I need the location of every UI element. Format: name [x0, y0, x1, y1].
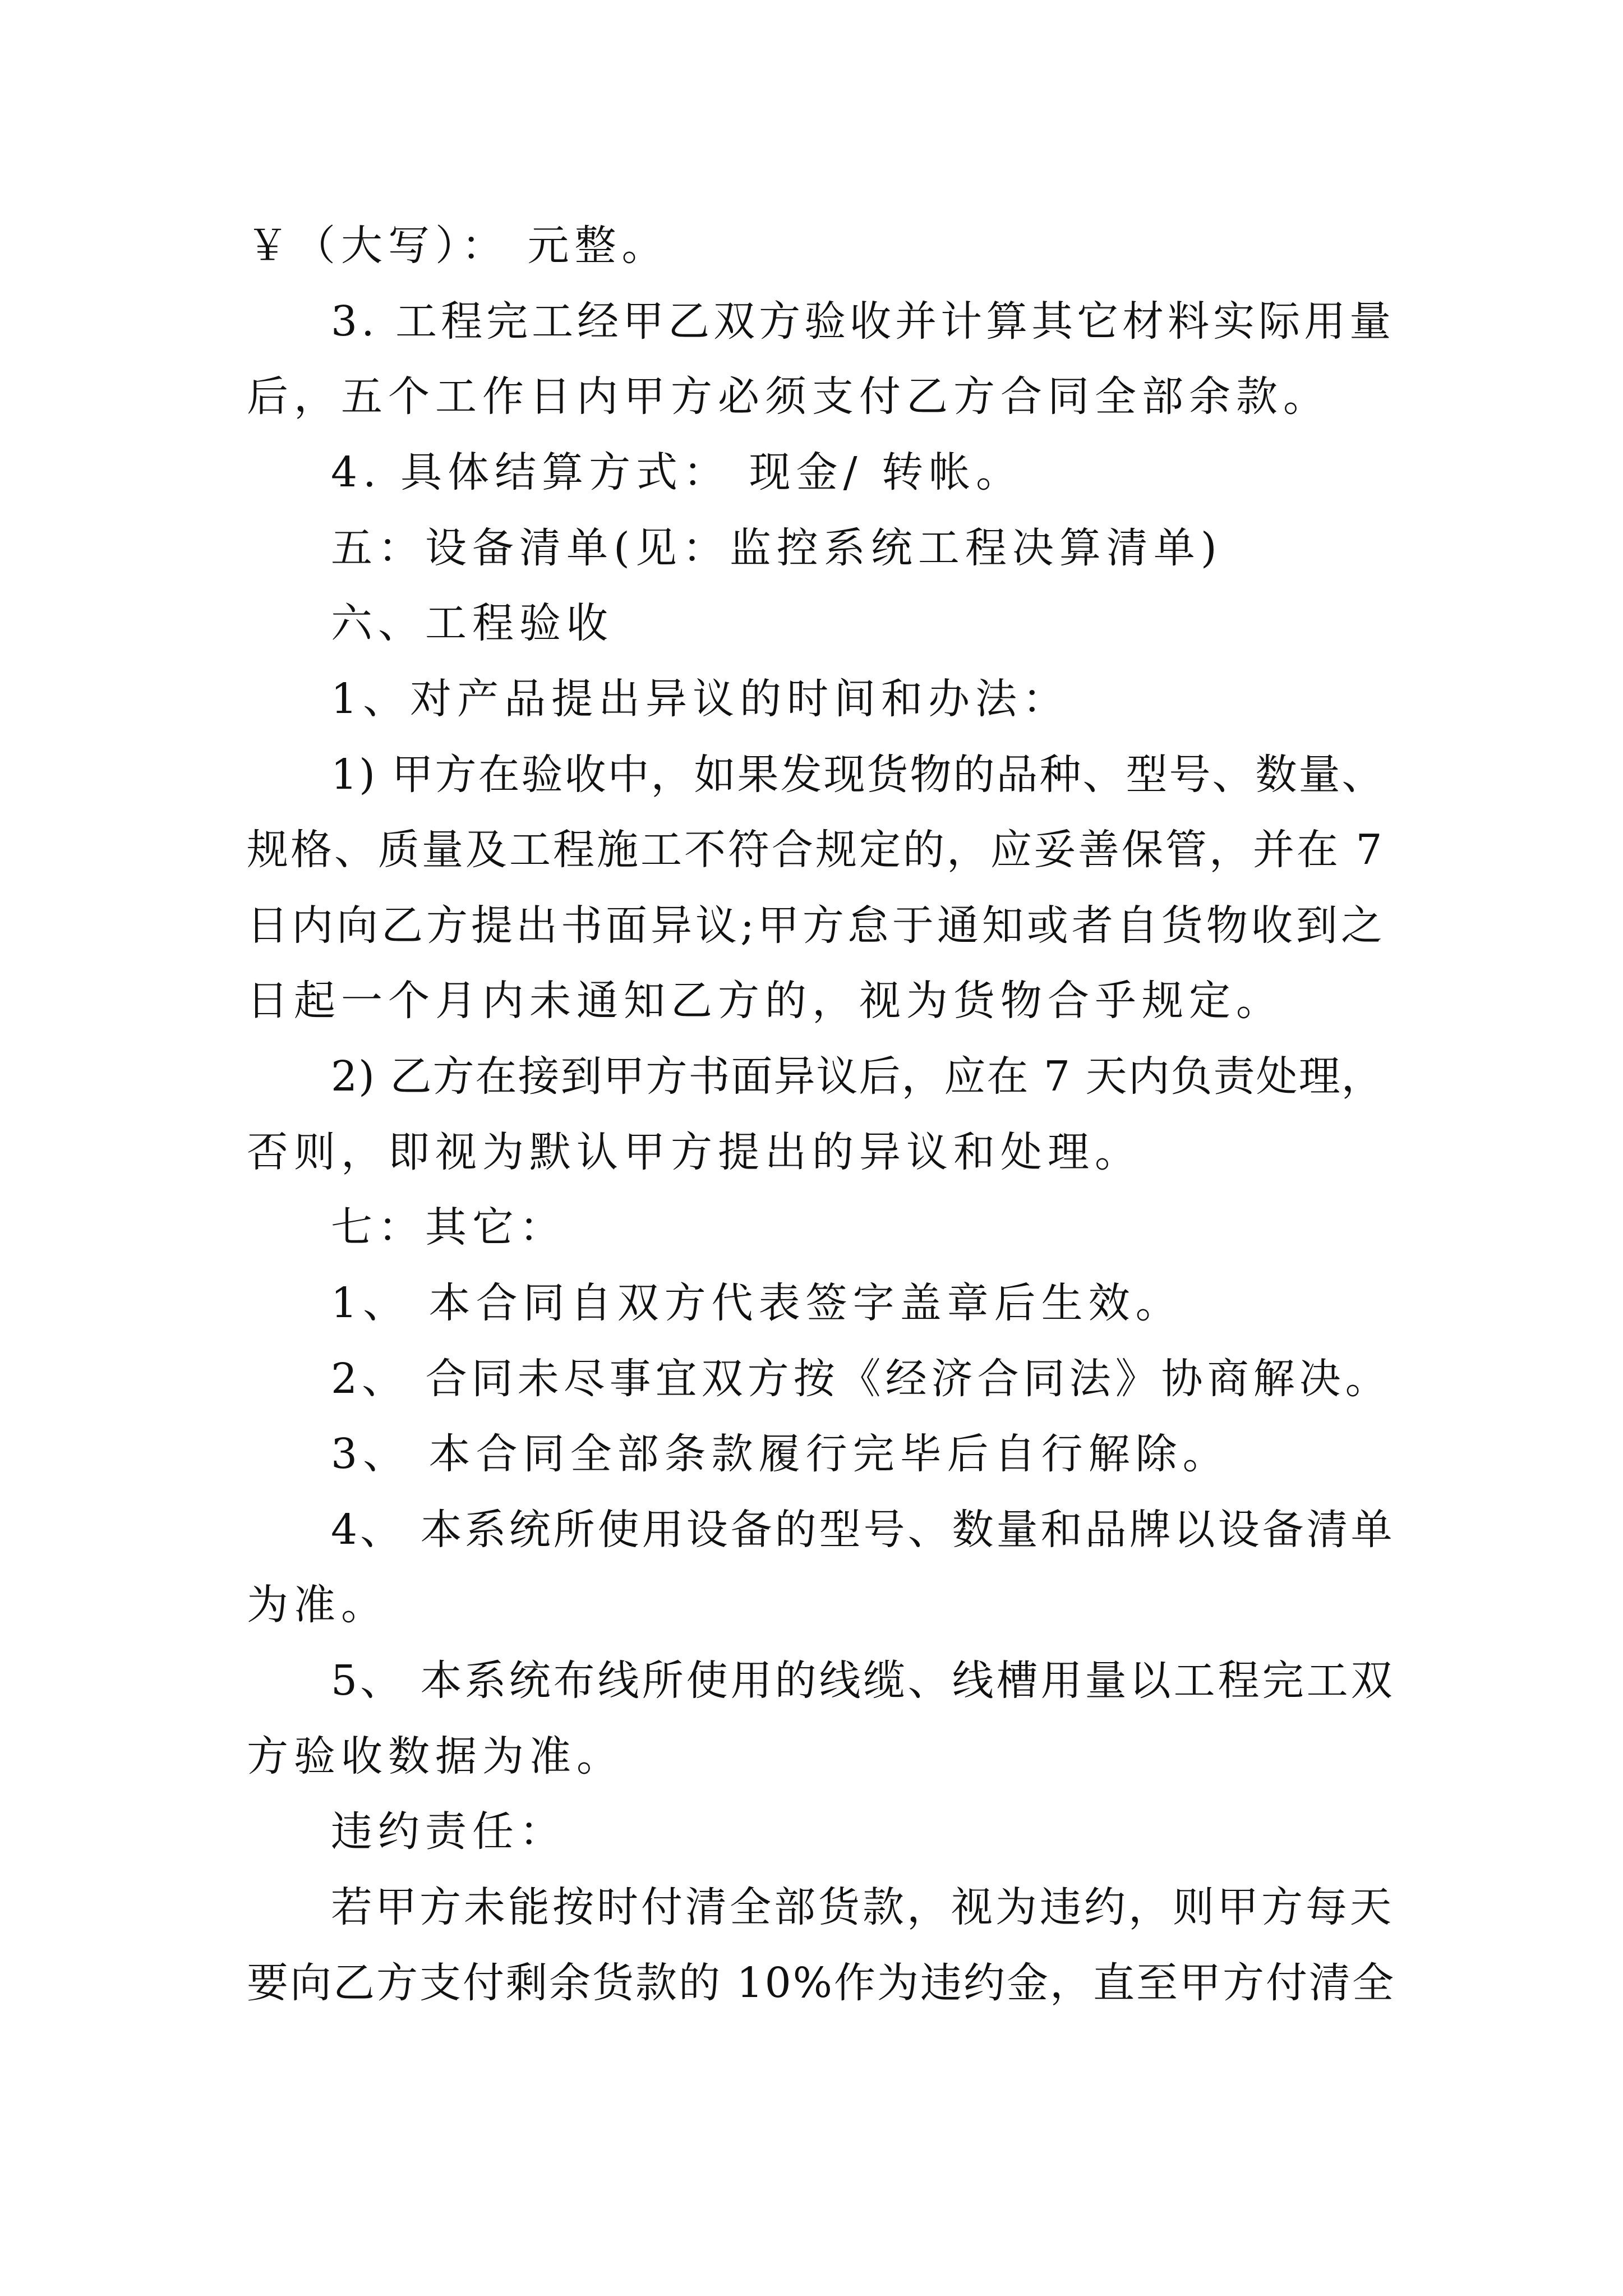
text-line: 日起一个月内未通知乙方的，视为货物合乎规定。 [247, 977, 1283, 1025]
text-line: 4、 本系统所使用设备的型号、数量和品牌以设备清单 [331, 1506, 1395, 1554]
text-line: 方验收数据为准。 [247, 1732, 624, 1780]
text-line: 2) 乙方在接到甲方书面异议后，应在 7 天内负责处理， [331, 1052, 1384, 1101]
text-line: 日内向乙方提出书面异议;甲方怠于通知或者自货物收到之 [247, 901, 1386, 950]
text-line: 要向乙方支付剩余货款的 10%作为违约金，直至甲方付清全 [247, 1959, 1395, 2007]
text-line: 为准。 [247, 1581, 388, 1629]
text-line: 五：设备清单(见：监控系统工程决算清单) [331, 524, 1223, 572]
text-line: 六、工程验收 [331, 599, 614, 647]
text-line: 后，五个工作日内甲方必须支付乙方合同全部余款。 [247, 372, 1330, 421]
text-line: 1) 甲方在验收中，如果发现货物的品种、型号、数量、 [331, 751, 1385, 799]
text-line: 2、 合同未尽事宜双方按《经济合同法》协商解决。 [331, 1355, 1391, 1403]
text-line: 3、 本合同全部条款履行完毕后自行解除。 [331, 1430, 1230, 1478]
text-line: ￥（大写）： 元整。 [247, 222, 669, 270]
text-line: 否则，即视为默认甲方提出的异议和处理。 [247, 1128, 1142, 1176]
text-line: 1、 本合同自双方代表签字盖章后生效。 [331, 1279, 1183, 1327]
text-line: 七：其它： [331, 1203, 566, 1251]
text-line: 若甲方未能按时付清全部货款，视为违约，则甲方每天 [331, 1883, 1394, 1931]
text-line: 5、 本系统布线所使用的线缆、线槽用量以工程完工双 [331, 1657, 1395, 1705]
text-line: 违约责任： [331, 1807, 566, 1856]
text-line: 4. 具体结算方式： 现金/ 转帐。 [331, 448, 1023, 496]
text-line: 3. 工程完工经甲乙双方验收并计算其它材料实际用量 [331, 297, 1395, 346]
text-line: 1、对产品提出异议的时间和办法： [331, 675, 1070, 723]
text-line: 规格、质量及工程施工不符合规定的，应妥善保管，并在 7 [247, 826, 1385, 874]
